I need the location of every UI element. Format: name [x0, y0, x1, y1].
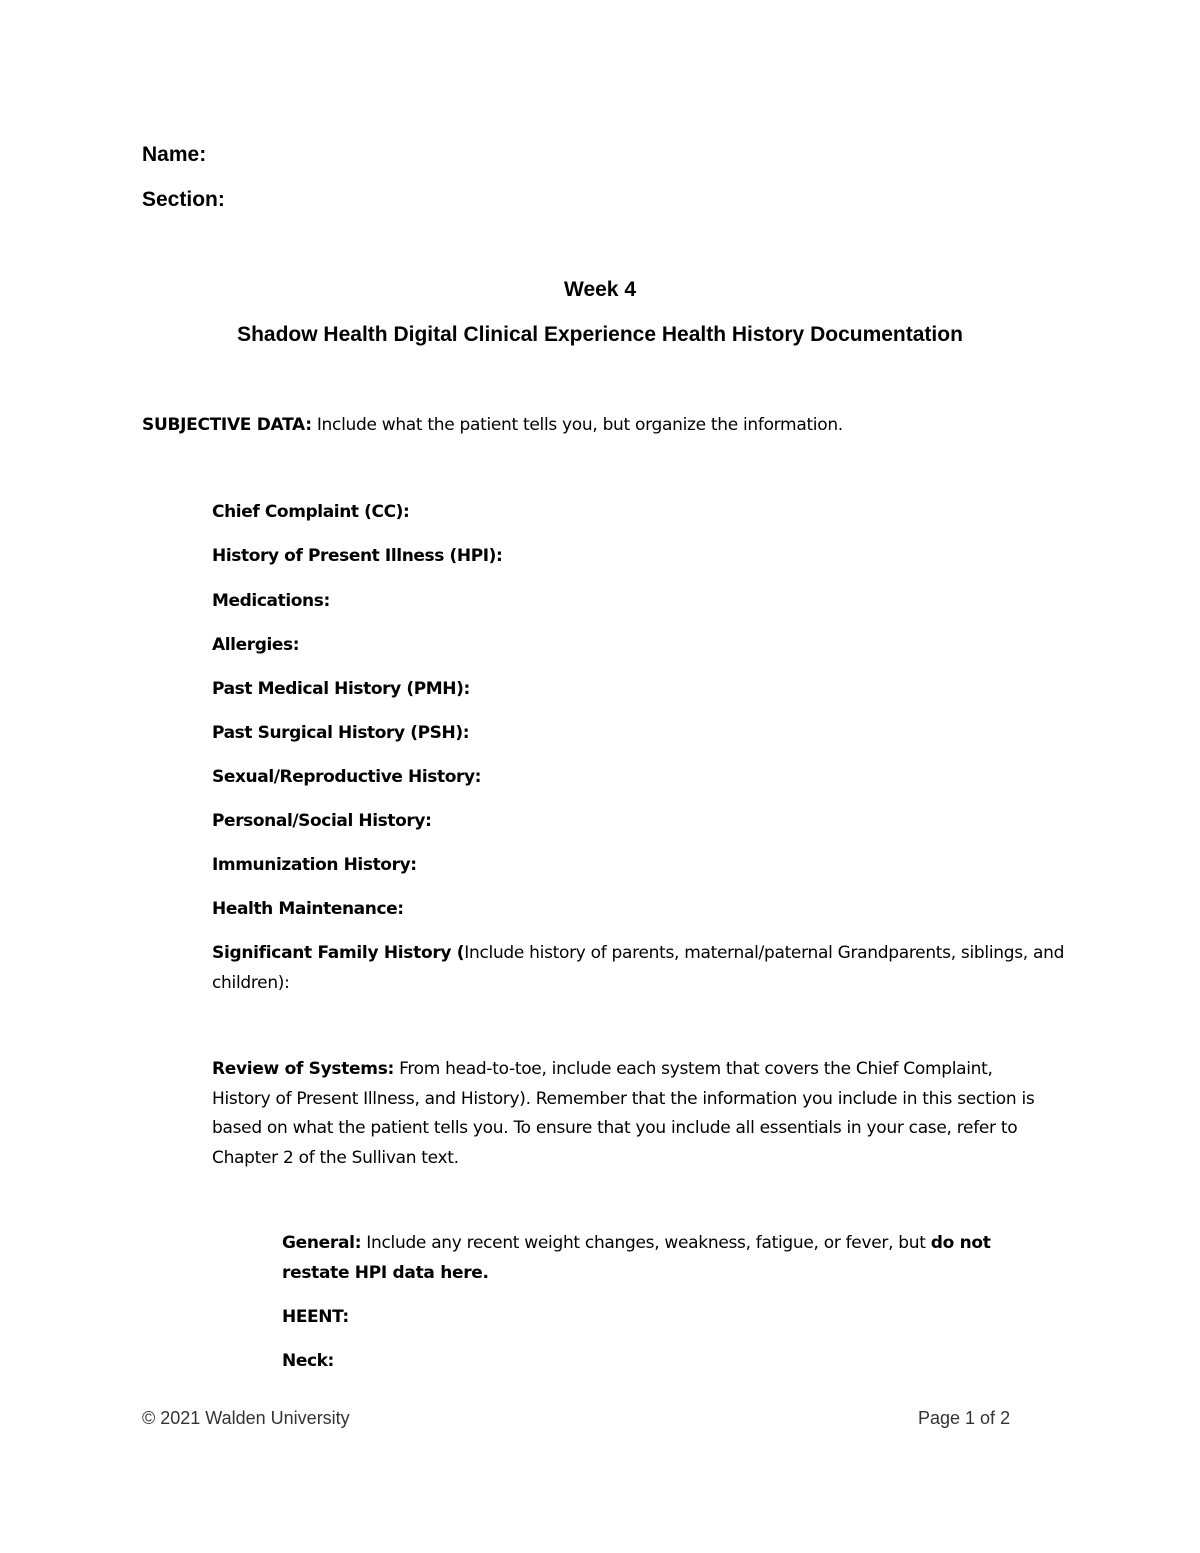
family-history-paragraph	[212, 939, 1072, 998]
field-sexual-reproductive: Sexual/Reproductive History:	[212, 767, 482, 787]
field-medications: Medications:	[212, 591, 330, 611]
field-pmh: Past Medical History (PMH):	[212, 679, 470, 699]
review-of-systems-paragraph	[212, 1055, 1042, 1173]
subjective-data-label: SUBJECTIVE DATA:	[142, 415, 312, 435]
footer-page-number: Page 1 of 2	[918, 1408, 1011, 1428]
general-paragraph	[282, 1229, 1032, 1288]
field-personal-social: Personal/Social History:	[212, 811, 432, 831]
family-history-text: Include history of parents, maternal/paternal Grandparents, siblings, and children):	[212, 943, 1065, 993]
general-bold-note: do not restate HPI data here.	[282, 1233, 991, 1283]
field-heent: HEENT:	[282, 1307, 349, 1327]
field-chief-complaint: Chief Complaint (CC):	[212, 502, 410, 522]
section-label: Section:	[142, 188, 225, 211]
field-neck: Neck:	[282, 1351, 334, 1371]
field-immunization: Immunization History:	[212, 855, 417, 875]
document-title: Shadow Health Digital Clinical Experience Health History Documentation	[237, 323, 963, 346]
general-text: Include any recent weight changes, weakness, fatigue, or fever, but	[361, 1233, 931, 1253]
field-health-maintenance: Health Maintenance:	[212, 899, 404, 919]
subjective-data-instruction: Include what the patient tells you, but organize the information.	[311, 415, 843, 435]
name-label: Name:	[142, 143, 207, 166]
general-label: General:	[282, 1233, 362, 1253]
subjective-data-line	[142, 415, 843, 435]
field-psh: Past Surgical History (PSH):	[212, 723, 470, 743]
field-allergies: Allergies:	[212, 635, 300, 655]
week-heading: Week 4	[564, 278, 636, 301]
ros-text: From head-to-toe, include each system that covers the Chief Complaint, History of Present Illness, and History). Remember that the information you include in this section is based on what the patient tells you. To ensure that you include all essentials in your case, refer to Chapter 2 of the Sullivan text.	[212, 1059, 1035, 1168]
family-history-label: Significant Family History (	[212, 943, 465, 963]
field-hpi: History of Present Illness (HPI):	[212, 546, 503, 566]
footer-copyright: © 2021 Walden University	[142, 1408, 350, 1428]
ros-label: Review of Systems:	[212, 1059, 395, 1079]
